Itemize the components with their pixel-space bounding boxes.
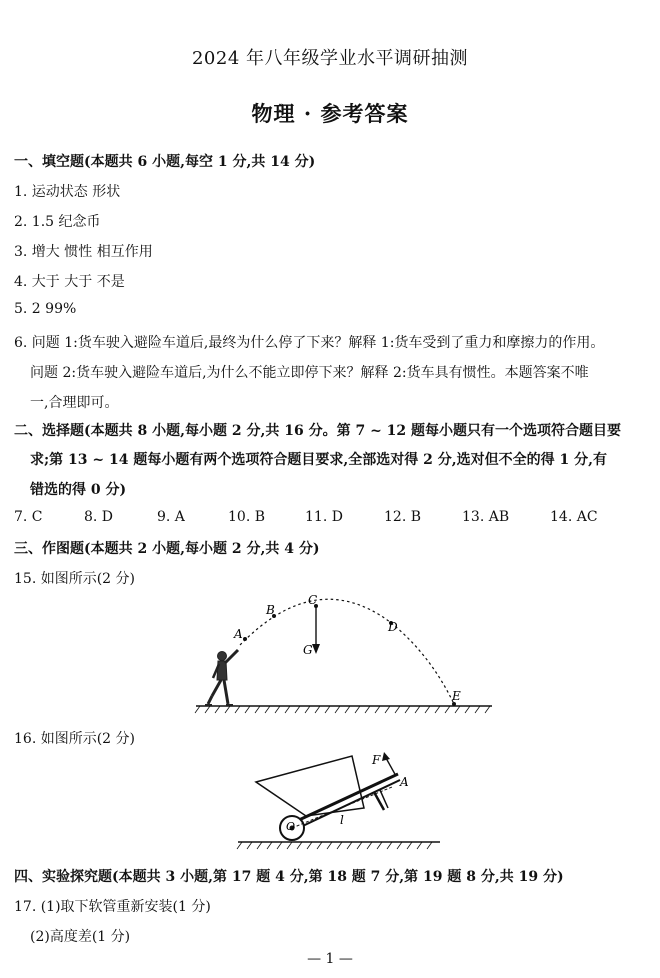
answer-q1: 1. 运动状态 形状	[14, 184, 121, 200]
section1-heading: 一、填空题(本题共 6 小题,每空 1 分,共 14 分)	[14, 154, 316, 170]
choice-answer: 14. AC	[550, 509, 598, 525]
thrower-figure	[205, 650, 238, 705]
label-a: A	[234, 627, 243, 641]
section2-heading-line1: 二、选择题(本题共 8 小题,每小题 2 分,共 16 分。第 7 ~ 12 题每小题只有一个选项符合题目要	[14, 423, 622, 439]
section2-heading-line3: 错选的得 0 分)	[30, 482, 127, 498]
label-l: l	[340, 813, 344, 827]
section2-heading-line2: 求;第 13 ~ 14 题每小题有两个选项符合题目要求,全部选对得 2 分,选对但不全的得 1 分,有	[30, 452, 607, 468]
answer-q6-line3: 一,合理即可。	[30, 395, 119, 411]
answer-q5: 5. 2 99%	[14, 301, 77, 317]
wheelbarrow-tray	[256, 756, 364, 816]
answer-q17-2: (2)高度差(1 分)	[30, 929, 131, 945]
label-b: B	[266, 603, 275, 617]
label-o: O	[286, 820, 296, 833]
answer-q6-line1: 6. 问题 1:货车驶入避险车道后,最终为什么停了下来？解释 1:货车受到了重力和摩擦力的作用。	[14, 335, 605, 351]
trajectory-figure	[190, 592, 496, 720]
force-arrow	[386, 758, 396, 776]
label-f: F	[372, 753, 381, 767]
page-title: 2024 年八年级学业水平调研抽测	[191, 48, 469, 69]
section3-heading: 三、作图题(本题共 2 小题,每小题 2 分,共 4 分)	[14, 541, 320, 557]
label-e: E	[452, 689, 461, 703]
label-c: C	[308, 593, 318, 607]
wheelbarrow-figure	[234, 750, 444, 854]
choice-answer: 9. A	[157, 509, 185, 525]
answer-q17-1: 17. (1)取下软管重新安装(1 分)	[14, 899, 211, 915]
answer-q2: 2. 1.5 纪念币	[14, 214, 101, 230]
choice-answer: 13. AB	[462, 509, 510, 525]
answer-q3: 3. 增大 惯性 相互作用	[14, 244, 153, 260]
answer-q6-line2: 问题 2:货车驶入避险车道后,为什么不能立即停下来？解释 2:货车具有惯性。本题答案不唯	[30, 365, 589, 381]
label-d: D	[388, 620, 398, 634]
answer-q4: 4. 大于 大于 不是	[14, 274, 125, 290]
section4-heading: 四、实验探究题(本题共 3 小题,第 17 题 4 分,第 18 题 7 分,第 19 题 8 分,共 19 分)	[14, 869, 564, 885]
answer-q15: 15. 如图所示(2 分)	[14, 571, 135, 587]
page-subtitle: 物理 · 参考答案	[251, 101, 409, 126]
choice-answer: 8. D	[84, 509, 114, 525]
choice-answer: 10. B	[228, 509, 266, 525]
answer-q16: 16. 如图所示(2 分)	[14, 731, 135, 747]
point-a	[243, 637, 247, 641]
choice-answer: 12. B	[384, 509, 422, 525]
label-g: G	[303, 643, 313, 657]
choice-answer: 7. C	[14, 509, 43, 525]
choice-answer: 11. D	[305, 509, 343, 525]
label-a: A	[400, 775, 409, 789]
page-number: — 1 —	[307, 951, 353, 967]
